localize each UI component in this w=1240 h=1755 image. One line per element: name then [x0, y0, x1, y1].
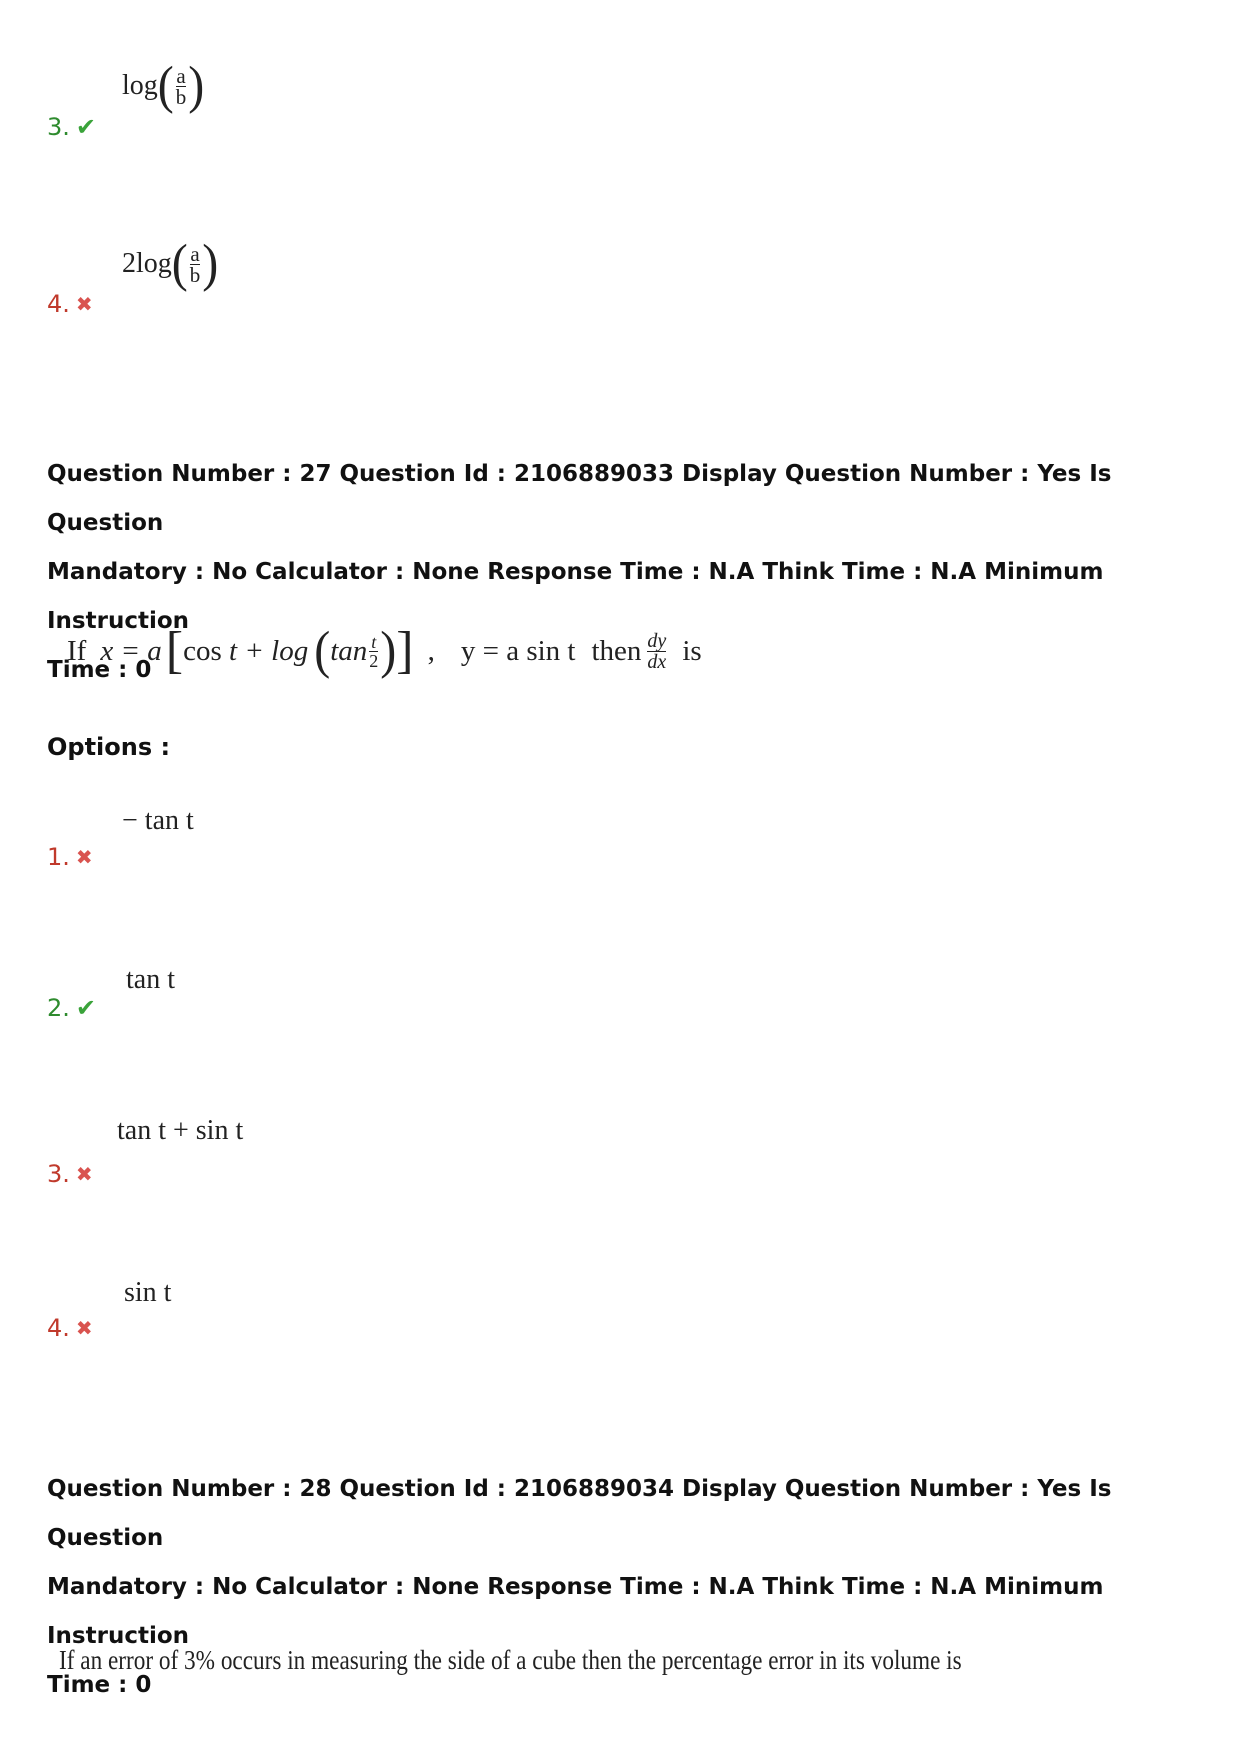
option-number: 1. [47, 843, 70, 871]
frac-den: 2 [369, 650, 379, 671]
q28-stem: If an error of 3% occurs in measuring the side of a cube then the percentage error in its volume is [59, 1645, 962, 1675]
dy-dx-fraction [647, 631, 666, 672]
q27-option-1-expr [122, 805, 194, 837]
frac-num: t [371, 631, 377, 652]
meta-line: Time : 0 [47, 1672, 152, 1698]
meta-line: Question Number : 27 Question Id : 2106889033 Display Question Number : Yes Is Question [47, 461, 1112, 536]
option-text: − tan t [122, 805, 194, 836]
q27-option-4-marker [47, 1314, 93, 1342]
meta-line: Time : 0 [47, 657, 152, 683]
bracket-open: [ [165, 622, 184, 679]
option-number: 3. [47, 1160, 70, 1188]
paren-open: ( [157, 56, 174, 115]
option-number: 4. [47, 290, 70, 318]
frac-num: a [176, 63, 186, 88]
cross-icon: ✖ [75, 845, 93, 869]
q27-option-2-expr [126, 964, 175, 996]
stem-cos: cos [183, 634, 222, 667]
bracket-close: ] [396, 622, 414, 679]
stem-y-eq: y = a sin t [460, 634, 576, 667]
stem-t-plus: t + [221, 634, 272, 667]
q27-stem [67, 621, 702, 680]
option-text: sin t [124, 1277, 172, 1308]
prev-option-3-marker [47, 113, 96, 141]
check-icon: ✔ [75, 113, 97, 141]
stem-if: If [67, 634, 87, 667]
paren-open: ( [314, 621, 331, 680]
options-label: Options : [47, 733, 171, 761]
stem-log: log [271, 634, 309, 667]
expr-text: log [122, 70, 158, 101]
cross-icon: ✖ [75, 1316, 93, 1340]
prev-option-3-expr [122, 56, 205, 115]
q27-option-4-expr [124, 1277, 171, 1309]
meta-line: Question Number : 28 Question Id : 2106889034 Display Question Number : Yes Is Question [47, 1476, 1112, 1551]
paren-close: ) [188, 56, 205, 115]
paren-open: ( [171, 234, 188, 293]
frac-num: a [190, 241, 200, 266]
fraction [189, 241, 201, 287]
stem-comma: , [427, 634, 435, 667]
option-number: 2. [47, 994, 70, 1022]
q27-option-2-marker [47, 994, 96, 1022]
cross-icon: ✖ [75, 292, 93, 316]
prev-option-4-expr [122, 234, 219, 293]
option-text: tan t [126, 964, 175, 995]
cross-icon: ✖ [75, 1162, 93, 1186]
q27-option-3-expr [117, 1115, 243, 1147]
stem-then: then [591, 634, 642, 667]
stem-tan: tan [330, 634, 368, 667]
q27-option-1-marker [47, 843, 93, 871]
meta-line: Mandatory : No Calculator : None Response Time : N.A Think Time : N.A Minimum Instruction [47, 1574, 1104, 1649]
frac-den: b [189, 262, 201, 287]
paren-close: ) [202, 234, 219, 293]
option-number: 3. [47, 113, 70, 141]
frac-den: b [175, 84, 187, 109]
meta-line: Mandatory : No Calculator : None Response Time : N.A Think Time : N.A Minimum Instruction [47, 559, 1104, 634]
paren-close: ) [380, 621, 397, 680]
stem-x-eq: x = a [100, 634, 162, 667]
frac-den: dx [647, 650, 667, 673]
check-icon: ✔ [75, 994, 97, 1022]
prev-option-4-marker [47, 290, 93, 318]
expr-text: 2log [122, 248, 172, 279]
fraction [175, 63, 187, 109]
stem-is: is [682, 634, 702, 667]
q27-option-3-marker [47, 1160, 93, 1188]
frac-num: dy [647, 629, 667, 652]
fraction [369, 633, 378, 670]
option-text: tan t + sin t [117, 1115, 244, 1146]
option-number: 4. [47, 1314, 70, 1342]
